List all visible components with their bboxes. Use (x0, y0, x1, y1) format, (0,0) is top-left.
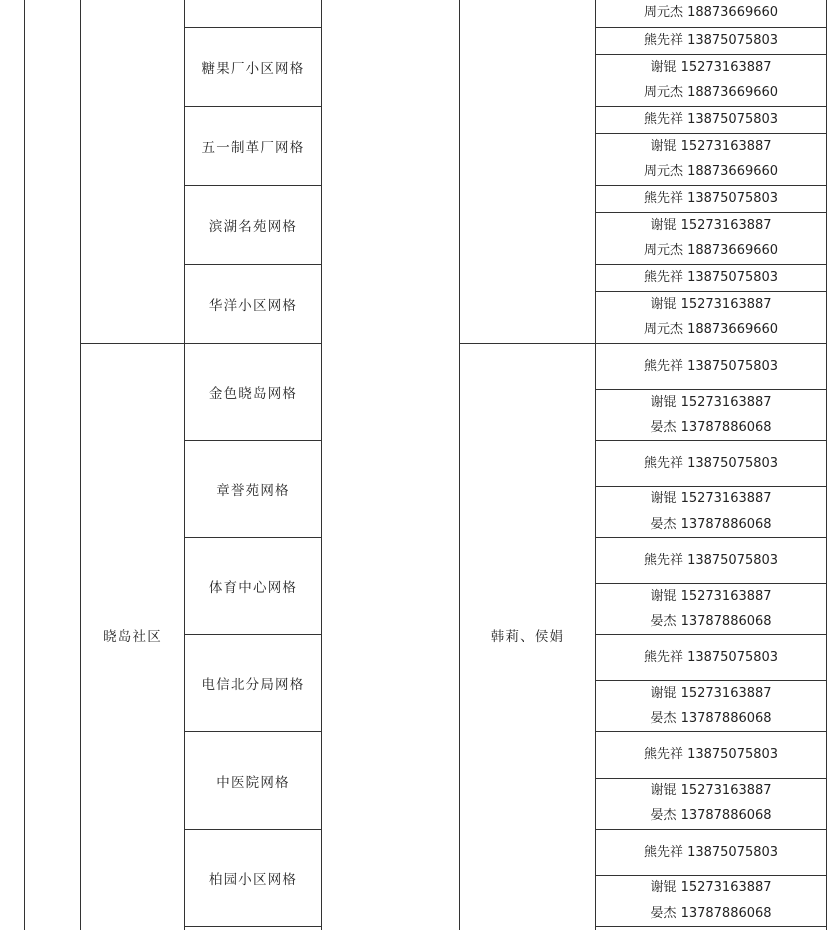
grid-name: 金色晓岛网格 (208, 386, 298, 402)
column-divider (321, 0, 322, 930)
row-divider (595, 212, 827, 213)
contact-entry: 谢锟 15273163887 (650, 491, 772, 506)
row-divider (595, 133, 827, 134)
row-divider (595, 264, 827, 265)
grid-name: 电信北分局网格 (201, 677, 305, 693)
grid-name: 五一制革厂网格 (201, 140, 305, 156)
row-divider (595, 106, 827, 107)
contact-entry: 谢锟 15273163887 (650, 880, 772, 895)
row-divider (595, 829, 827, 830)
contact-entry: 熊先祥 13875075803 (643, 553, 779, 568)
row-divider (184, 926, 322, 927)
row-divider (595, 680, 827, 681)
contact-entry: 晏杰 13787886068 (650, 808, 772, 823)
contact-entry: 谢锟 15273163887 (650, 218, 772, 233)
grid-name: 糖果厂小区网格 (201, 61, 305, 77)
grid-name: 章誉苑网格 (216, 483, 290, 499)
contact-entry: 熊先祥 13875075803 (643, 456, 779, 471)
table-border-left (24, 0, 25, 930)
row-divider (595, 486, 827, 487)
contact-entry: 谢锟 15273163887 (650, 139, 772, 154)
table-border-right (826, 0, 827, 930)
contact-entry: 晏杰 13787886068 (650, 614, 772, 629)
contact-entry: 周元杰 18873669660 (643, 164, 779, 179)
row-divider (595, 778, 827, 779)
row-divider (595, 185, 827, 186)
contact-entry: 熊先祥 13875075803 (643, 747, 779, 762)
row-divider (595, 440, 827, 441)
contact-entry: 周元杰 18873669660 (643, 5, 779, 20)
contact-entry: 晏杰 13787886068 (650, 906, 772, 921)
contact-entry: 谢锟 15273163887 (650, 686, 772, 701)
row-divider (595, 634, 827, 635)
contact-entry: 熊先祥 13875075803 (643, 650, 779, 665)
contact-entry: 熊先祥 13875075803 (643, 270, 779, 285)
row-divider (595, 537, 827, 538)
contact-entry: 谢锟 15273163887 (650, 783, 772, 798)
contact-entry: 晏杰 13787886068 (650, 711, 772, 726)
staff-names: 韩莉、侯娟 (490, 629, 565, 645)
contact-entry: 熊先祥 13875075803 (643, 845, 779, 860)
contact-entry: 谢锟 15273163887 (650, 60, 772, 75)
contact-entry: 晏杰 13787886068 (650, 517, 772, 532)
contact-entry: 周元杰 18873669660 (643, 85, 779, 100)
contact-entry: 晏杰 13787886068 (650, 420, 772, 435)
row-divider (595, 875, 827, 876)
contact-entry: 谢锟 15273163887 (650, 395, 772, 410)
grid-name: 华洋小区网格 (208, 298, 298, 314)
contact-entry: 熊先祥 13875075803 (643, 191, 779, 206)
contact-entry: 谢锟 15273163887 (650, 297, 772, 312)
grid-name: 体育中心网格 (208, 580, 298, 596)
row-divider (595, 389, 827, 390)
contact-entry: 谢锟 15273163887 (650, 589, 772, 604)
row-divider (595, 583, 827, 584)
row-divider (595, 27, 827, 28)
grid-name: 中医院网格 (216, 774, 290, 791)
grid-name: 滨湖名苑网格 (208, 219, 298, 235)
contact-entry: 熊先祥 13875075803 (643, 33, 779, 48)
contact-entry: 熊先祥 13875075803 (643, 359, 779, 374)
contact-entry: 周元杰 18873669660 (643, 322, 779, 337)
row-divider (595, 926, 827, 927)
community-name: 晓岛社区 (103, 629, 162, 645)
contact-entry: 熊先祥 13875075803 (643, 112, 779, 127)
grid-name: 柏园小区网格 (208, 872, 298, 888)
row-divider (595, 291, 827, 292)
contact-entry: 周元杰 18873669660 (643, 243, 779, 258)
row-divider (595, 731, 827, 732)
row-divider (595, 54, 827, 55)
